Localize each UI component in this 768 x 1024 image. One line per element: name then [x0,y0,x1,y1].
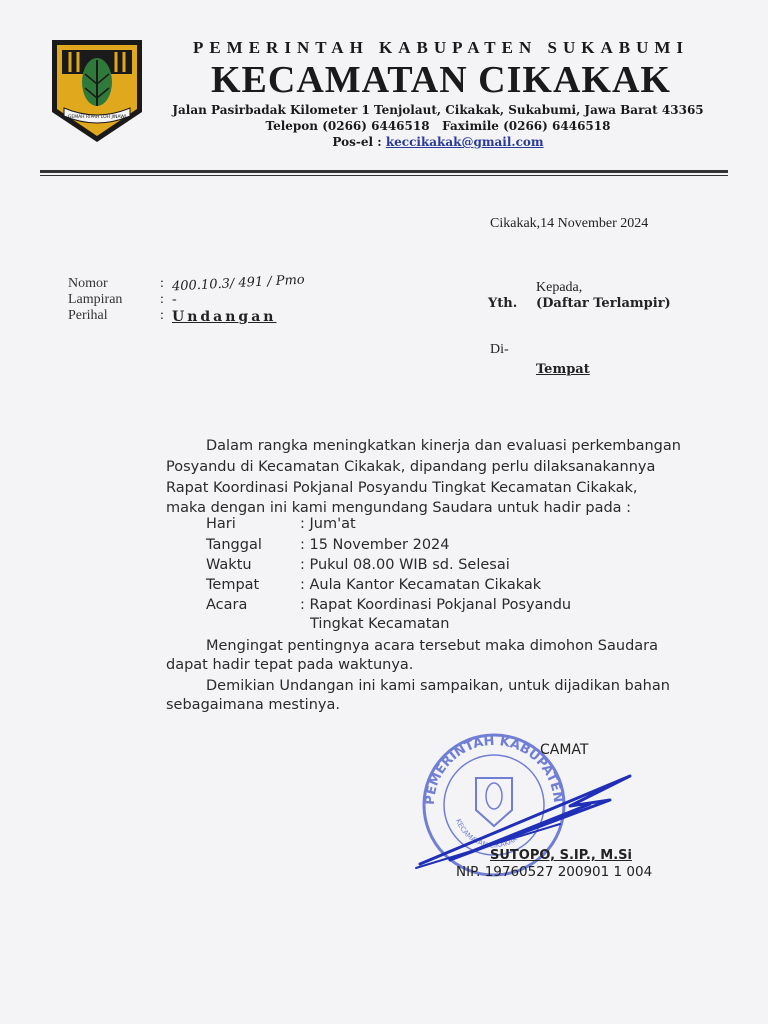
detail-value-waktu: : Pukul 08.00 WIB sd. Selesai [300,557,510,573]
letter-date: Cikakak,14 November 2024 [490,216,649,231]
lampiran-label: Lampiran [68,292,123,307]
recipient-kepada: Kepada, [536,280,583,295]
recipient-di: Di- [490,342,509,357]
government-name: PEMERINTAH KABUPATEN SUKABUMI [192,38,690,57]
nomor-value: 400.10.3/ 491 / Pmo [171,272,306,295]
signatory-nip: NIP. 19760527 200901 1 004 [456,864,653,880]
body-line-2: Posyandu di Kecamatan Cikakak, dipandang perlu dilaksanakannya [166,459,656,475]
closing-line-2: dapat hadir tepat pada waktunya. [166,657,414,673]
nomor-colon: : [160,276,164,291]
perihal-value: Undangan [172,309,277,325]
lampiran-value: - [172,292,177,307]
detail-label-tempat: Tempat [206,577,260,593]
body-line-3: Rapat Koordinasi Pokjanal Posyandu Tingkat Kecamatan Cikakak, [166,480,638,496]
office-contact [164,102,712,150]
header-rule-thin [40,175,728,176]
email-link[interactable]: keccikakak@gmail.com [385,135,544,149]
perihal-label: Perihal [68,308,108,323]
recipient-yth: Yth. [488,296,518,311]
detail-value-tempat: : Aula Kantor Kecamatan Cikakak [300,577,542,593]
perihal-colon: : [160,308,164,323]
email-label: Pos-el : [332,135,382,149]
detail-label-acara: Acara [206,597,248,613]
signatory-title: CAMAT [540,742,589,758]
header-rule-thick [40,170,728,173]
recipient-name: (Daftar Terlampir) [536,296,671,311]
detail-value-tanggal: : 15 November 2024 [300,537,450,553]
closing-line-4: sebagaimana mestinya. [166,697,340,713]
office-name: KECAMATAN CIKAKAK [211,59,671,101]
stamp-text: PEMERINTAH KABUPATEN [422,733,566,806]
office-address: Jalan Pasirbadak Kilometer 1 Tenjolaut, Cikakak, Sukabumi, Jawa Barat 43365 [172,103,704,117]
detail-value-acara-cont: Tingkat Kecamatan [310,616,450,632]
logo-motto: GEMAH RIPAH LOH JINAWI [67,115,127,120]
office-phone: Telepon (0266) 6446518 Faximile (0266) 6446518 [265,119,611,133]
body-line-1: Dalam rangka meningkatkan kinerja dan evaluasi perkembangan [206,438,681,454]
recipient-place: Tempat [536,362,590,377]
office-email-line [164,134,712,150]
body-line-4: maka dengan ini kami mengundang Saudara untuk hadir pada : [166,500,632,516]
detail-label-tanggal: Tanggal [206,537,262,553]
nomor-label: Nomor [68,276,108,291]
closing-line-3: Demikian Undangan ini kami sampaikan, untuk dijadikan bahan [206,678,670,694]
signatory-name: SUTOPO, S.IP., M.Si [490,848,632,863]
detail-label-hari: Hari [206,516,236,532]
detail-value-hari: : Jum'at [300,516,356,532]
closing-line-1: Mengingat pentingnya acara tersebut maka dimohon Saudara [206,638,658,654]
detail-value-acara: : Rapat Koordinasi Pokjanal Posyandu [300,597,572,613]
detail-label-waktu: Waktu [206,557,252,573]
stamp-inner-text: KECAMATAN CIKAKAK [454,817,519,850]
regency-logo [50,38,144,144]
lampiran-colon: : [160,292,164,307]
